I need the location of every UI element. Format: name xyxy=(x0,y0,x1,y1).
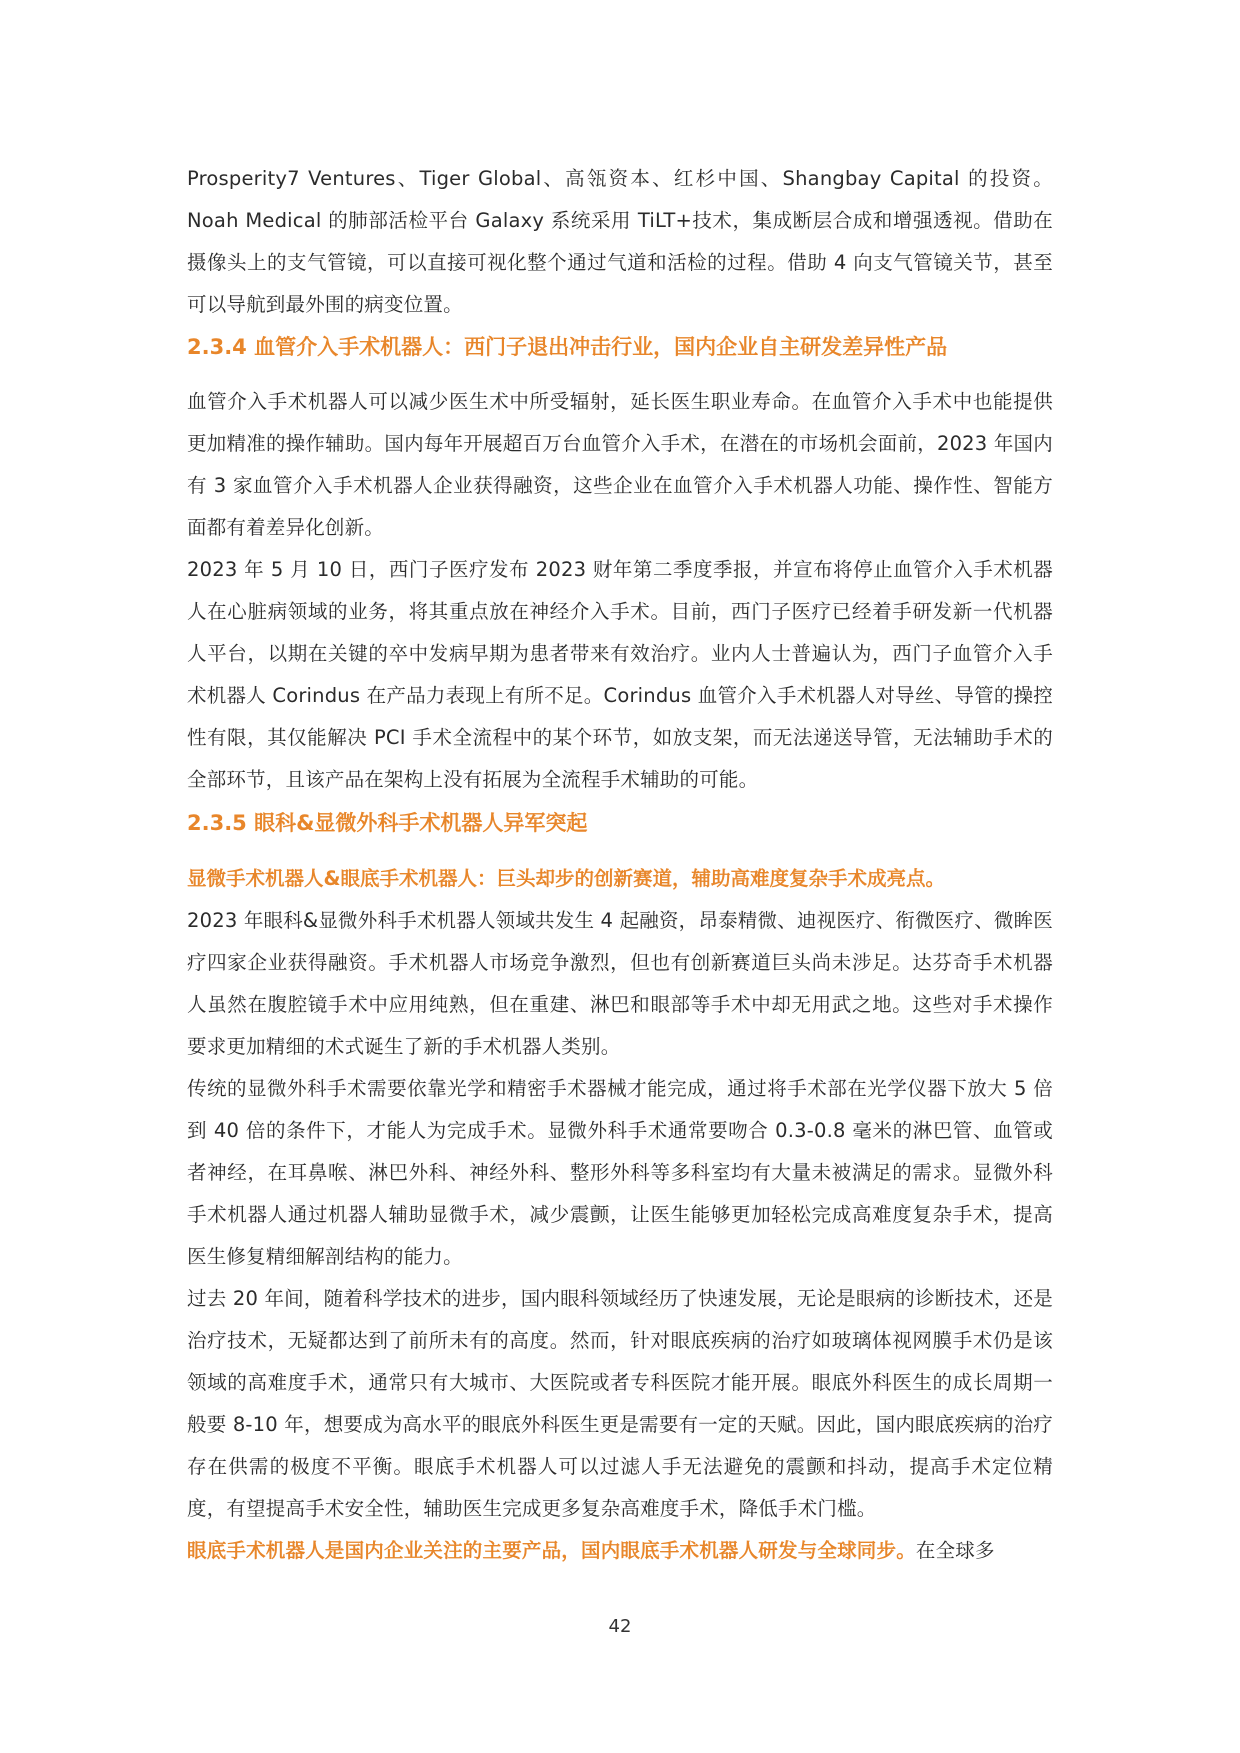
paragraph-noah-medical: Prosperity7 Ventures、Tiger Global、高瓴资本、红杉中国、Shangbay Capital 的投资。Noah Medical 的肺部活检平台 Galaxy 系统采用 TiLT+技术，集成断层合成和增强透视。借助在摄像头上的支气管镜，可以直接可视化整个通过气道和活检的过程。借助 4 向支气管镜关节，甚至可以导航到最外围的病变位置。 xyxy=(187,167,1053,316)
paragraph-ophthalmology: 过去 20 年间，随着科学技术的进步，国内眼科领域经历了快速发展，无论是眼病的诊断技术，还是治疗技术，无疑都达到了前所未有的高度。然而，针对眼底疾病的治疗如玻璃体视网膜手术仍是该领域的高难度手术，通常只有大城市、大医院或者专科医院才能开展。眼底外科医生的成长周期一般要 8-10 年，想要成为高水平的眼底外科医生更是需要有一定的天赋。因此，国内眼底疾病的治疗存在供需的极度不平衡。眼底手术机器人可以过滤人手无法避免的震颤和抖动，提高手术定位精度，有望提高手术安全性，辅助医生完成更多复杂高难度手术，降低手术门槛。 xyxy=(187,1287,1053,1520)
section-heading-2-3-5: 2.3.5 眼科&显微外科手术机器人异军突起 xyxy=(187,811,588,835)
section-heading-2-3-4: 2.3.4 血管介入手术机器人：西门子退出冲击行业，国内企业自主研发差异性产品 xyxy=(187,335,948,359)
paragraph-financing: 2023 年眼科&显微外科手术机器人领域共发生 4 起融资，昂泰精微、迪视医疗、衔微医疗、微眸医疗四家企业获得融资。手术机器人市场竞争激烈，但也有创新赛道巨头尚未涉足。达芬奇手术机器人虽然在腹腔镜手术中应用纯熟，但在重建、淋巴和眼部等手术中却无用武之地。这些对手术操作要求更加精细的术式诞生了新的手术机器人类别。 xyxy=(187,909,1053,1058)
subheading-microsurgery: 显微手术机器人&眼底手术机器人：巨头却步的创新赛道，辅助高难度复杂手术成亮点。 xyxy=(187,867,946,890)
highlight-text: 眼底手术机器人是国内企业关注的主要产品，国内眼底手术机器人研发与全球同步。 xyxy=(187,1539,916,1562)
page-number: 42 xyxy=(608,1616,632,1637)
paragraph-continuation: 在全球多 xyxy=(915,1539,995,1562)
paragraph-siemens: 2023 年 5 月 10 日，西门子医疗发布 2023 财年第二季度季报，并宣布将停止血管介入手术机器人在心脏病领域的业务，将其重点放在神经介入手术。目前，西门子医疗已经着手研发新一代机器人平台，以期在关键的卒中发病早期为患者带来有效治疗。业内人士普遍认为，西门子血管介入手术机器人 Corindus 在产品力表现上有所不足。Corindus 血管介入手术机器人对导丝、导管的操控性有限，其仅能解决 PCI 手术全流程中的某个环节，如放支架，而无法递送导管，无法辅助手术的全部环节，且该产品在架构上没有拓展为全流程手术辅助的可能。 xyxy=(187,558,1053,791)
paragraph-vascular-intro: 血管介入手术机器人可以减少医生术中所受辐射，延长医生职业寿命。在血管介入手术中也能提供更加精准的操作辅助。国内每年开展超百万台血管介入手术，在潜在的市场机会面前，2023 年国内有 3 家血管介入手术机器人企业获得融资，这些企业在血管介入手术机器人功能、操作性、智能方面都有着差异化创新。 xyxy=(187,390,1053,539)
paragraph-fundus-robots xyxy=(187,1530,1053,1572)
paragraph-microsurgery: 传统的显微外科手术需要依靠光学和精密手术器械才能完成，通过将手术部在光学仪器下放大 5 倍到 40 倍的条件下，才能人为完成手术。显微外科手术通常要吻合 0.3-0.8 毫米的淋巴管、血管或者神经，在耳鼻喉、淋巴外科、神经外科、整形外科等多科室均有大量未被满足的需求。显微外科手术机器人通过机器人辅助显微手术，减少震颤，让医生能够更加轻松完成高难度复杂手术，提高医生修复精细解剖结构的能力。 xyxy=(187,1077,1053,1268)
document-page xyxy=(187,158,1053,1572)
